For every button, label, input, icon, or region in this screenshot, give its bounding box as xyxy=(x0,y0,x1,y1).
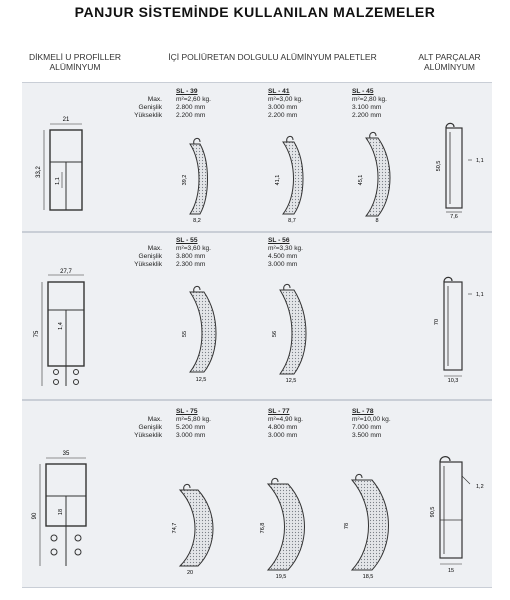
dim-slat-h-sl-56: 56 xyxy=(272,330,278,338)
label-height: Yükseklik xyxy=(134,112,162,119)
slat-drawing-sl-56 xyxy=(280,284,306,374)
slat-weight: m²=3,60 kg. xyxy=(176,245,212,252)
label-width: Genişlik xyxy=(138,253,162,260)
slat-name: SL - 78 xyxy=(352,408,374,415)
slat-weight: m²=10,00 kg. xyxy=(352,416,391,423)
slat-drawing-sl-41 xyxy=(283,136,303,214)
dim-bottom-base-1: 7,6 xyxy=(450,214,458,220)
dim-slat-w-sl-78: 18,5 xyxy=(362,574,374,580)
page-title: PANJUR SİSTEMİNDE KULLANILAN MALZEMELER xyxy=(74,4,436,20)
slat-name: SL - 77 xyxy=(268,408,290,415)
slat-drawing-sl-75 xyxy=(180,484,213,566)
slat-name: SL - 56 xyxy=(268,237,290,244)
u-profile-drawing-row-1 xyxy=(44,124,82,210)
dim-slat-w-sl-56: 12,5 xyxy=(285,378,297,384)
dim-slat-h-sl-45: 45,1 xyxy=(358,174,364,186)
dim-u-top-3: 35 xyxy=(62,451,70,457)
label-max: Max. xyxy=(147,245,162,252)
dim-slat-w-sl-45: 8 xyxy=(375,218,379,224)
slat-height: 2.200 mm xyxy=(352,112,382,119)
dim-u-side-2: 75 xyxy=(34,330,40,338)
dim-u-inner-1: 1,1 xyxy=(55,177,61,185)
header-slats: İÇİ POLİÜRETAN DOLGULU ALÜMİNYUM PALETLER xyxy=(168,52,377,62)
dim-u-inner-2: 1,4 xyxy=(58,322,64,330)
label-width: Genişlik xyxy=(138,104,162,111)
dim-bottom-inner-1: 1,1 xyxy=(476,158,484,164)
slat-width: 3.000 mm xyxy=(268,104,298,111)
slat-name: SL - 45 xyxy=(352,88,374,95)
slat-weight: m²=2,60 kg. xyxy=(176,96,212,103)
dim-u-side-3: 90 xyxy=(32,512,38,520)
slat-width: 3.800 mm xyxy=(176,253,206,260)
slat-weight: m²=3,00 kg. xyxy=(268,96,304,103)
slat-drawing-sl-77 xyxy=(268,478,305,570)
dim-slat-h-sl-41: 41,1 xyxy=(275,174,281,186)
slat-width: 3.100 mm xyxy=(352,104,382,111)
slat-weight: m²=4,90 kg. xyxy=(268,416,304,423)
dim-bottom-side-1: 50,5 xyxy=(436,160,442,172)
slat-drawing-sl-55 xyxy=(190,286,216,372)
dim-slat-h-sl-55: 55 xyxy=(182,330,188,338)
dim-bottom-side-2: 70 xyxy=(434,318,440,326)
slat-height: 3.000 mm xyxy=(176,432,206,439)
dim-bottom-side-3: 90,5 xyxy=(430,506,436,518)
slat-width: 7.000 mm xyxy=(352,424,382,431)
dim-slat-h-sl-75: 74,7 xyxy=(172,522,178,534)
dim-u-top-1: 21 xyxy=(62,117,70,123)
slat-weight: m²=2,80 kg. xyxy=(352,96,388,103)
slat-height: 3.500 mm xyxy=(352,432,382,439)
dim-slat-w-sl-55: 12,5 xyxy=(195,377,207,383)
dim-slat-h-sl-77: 76,8 xyxy=(260,522,266,534)
label-height: Yükseklik xyxy=(134,432,162,439)
slat-weight: m²=3,30 kg. xyxy=(268,245,304,252)
slat-height: 3.000 mm xyxy=(268,432,298,439)
label-width: Genişlik xyxy=(138,424,162,431)
bottom-part-drawing-row-2 xyxy=(444,277,472,376)
slat-height: 2.200 mm xyxy=(268,112,298,119)
dim-bottom-inner-2: 1,1 xyxy=(476,292,484,298)
dim-u-side-1: 33,2 xyxy=(36,166,42,178)
slat-weight: m²=5,80 kg. xyxy=(176,416,212,423)
slat-width: 4.500 mm xyxy=(268,253,298,260)
label-height: Yükseklik xyxy=(134,261,162,268)
dim-slat-w-sl-75: 20 xyxy=(186,570,194,576)
header-bottom-parts: ALT PARÇALAR ALÜMİNYUM xyxy=(418,52,481,72)
bottom-part-drawing-row-3 xyxy=(440,457,470,564)
slat-name: SL - 39 xyxy=(176,88,198,95)
dim-slat-w-sl-39: 8,2 xyxy=(193,218,201,224)
dim-u-top-2: 27,7 xyxy=(60,269,72,275)
bottom-part-drawing-row-1 xyxy=(446,123,472,212)
slat-width: 5.200 mm xyxy=(176,424,206,431)
label-max: Max. xyxy=(147,416,162,423)
header-u-profiles: DİKMELİ U PROFİLLER ALÜMİNYUM xyxy=(28,52,122,72)
slat-drawing-sl-45 xyxy=(366,132,390,216)
dim-slat-w-sl-77: 19,5 xyxy=(275,574,287,580)
label-max: Max. xyxy=(147,96,162,103)
slat-name: SL - 41 xyxy=(268,88,290,95)
slat-width: 4.800 mm xyxy=(268,424,298,431)
slat-drawing-sl-39 xyxy=(190,138,208,214)
dim-slat-w-sl-41: 8,7 xyxy=(288,218,296,224)
dim-bottom-base-3: 15 xyxy=(447,568,455,574)
slat-height: 2.200 mm xyxy=(176,112,206,119)
slat-name: SL - 55 xyxy=(176,237,198,244)
slat-drawing-sl-78 xyxy=(352,474,389,570)
dim-u-inner-3: 18 xyxy=(58,508,64,516)
dim-bottom-base-2: 10,3 xyxy=(447,378,459,384)
slat-height: 2.300 mm xyxy=(176,261,206,268)
dim-slat-h-sl-78: 78 xyxy=(344,522,350,530)
slat-width: 2.800 mm xyxy=(176,104,206,111)
slat-name: SL - 75 xyxy=(176,408,198,415)
dim-slat-h-sl-39: 39,2 xyxy=(182,174,188,186)
dim-bottom-inner-3: 1,2 xyxy=(476,484,484,490)
slat-height: 3.000 mm xyxy=(268,261,298,268)
